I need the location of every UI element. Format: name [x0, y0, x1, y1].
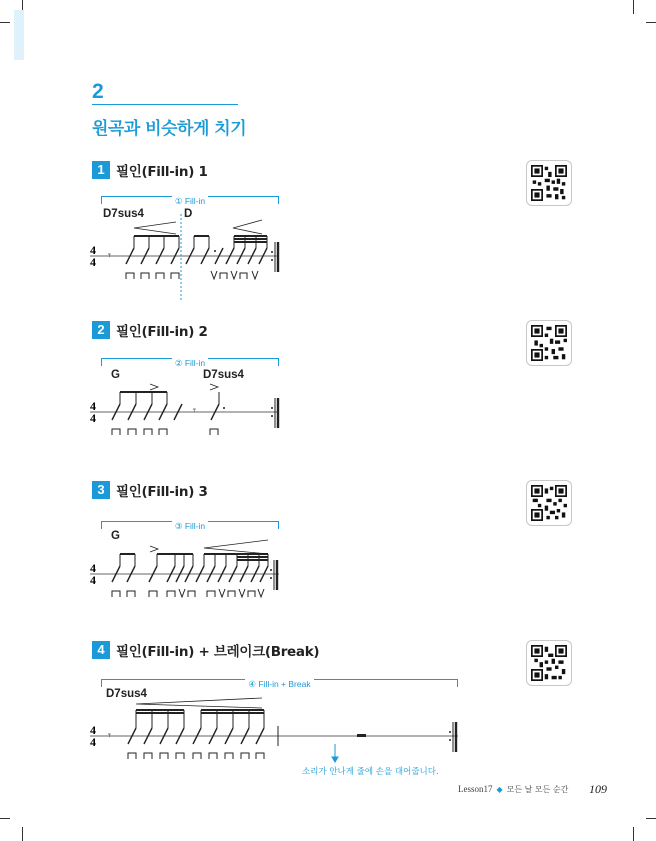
page-number: 109 [589, 782, 607, 796]
exercise-number-badge: 2 [92, 321, 110, 339]
footer-lesson: Lesson17 [458, 784, 493, 794]
crop-mark [22, 827, 23, 841]
chapter-tab [14, 10, 24, 60]
chord-symbol: D7sus4 [203, 369, 244, 381]
rhythm-staff [0, 160, 656, 320]
eighth-rest: 𝄾 [108, 249, 111, 262]
bracket-label: ② Fill-in [172, 358, 208, 368]
chord-symbol: D [184, 208, 193, 220]
time-signature-bottom: 4 [90, 735, 96, 749]
time-signature-bottom: 4 [90, 573, 96, 587]
section-number: 2 [92, 80, 104, 103]
rhythm-staff [0, 320, 656, 450]
time-signature-bottom: 4 [90, 255, 96, 269]
arrow-down-icon [332, 744, 338, 762]
chord-symbol: D7sus4 [106, 688, 147, 700]
bracket-label: ④ Fill-in + Break [245, 679, 313, 689]
mute-instruction: 소리가 안나게 줄에 손을 대어줍니다. [302, 767, 439, 777]
page-footer [458, 784, 568, 795]
time-signature-top: 4 [90, 399, 96, 413]
exercise-title: 필인(Fill-in) 3 [116, 484, 208, 500]
exercise-number-badge: 3 [92, 481, 110, 499]
section-title: 원곡과 비슷하게 치기 [92, 119, 247, 139]
crop-mark [633, 0, 634, 14]
section-rule [92, 104, 238, 105]
crop-mark [646, 22, 656, 23]
time-signature-top: 4 [90, 561, 96, 575]
chord-symbol: G [111, 369, 120, 381]
time-signature-top: 4 [90, 723, 96, 737]
crop-mark [0, 22, 10, 23]
eighth-rest: 𝄾 [108, 729, 111, 742]
eighth-rest: 𝄾 [193, 404, 196, 417]
footer-song-title: 모든 날 모든 순간 [506, 785, 569, 794]
rhythm-staff [0, 640, 656, 780]
exercise-number-badge: 4 [92, 641, 110, 659]
exercise-number-badge: 1 [92, 161, 110, 179]
crop-mark [0, 818, 10, 819]
chord-symbol: G [111, 530, 120, 542]
diamond-icon: ◆ [496, 785, 503, 794]
crop-mark [633, 827, 634, 841]
crop-mark [646, 818, 656, 819]
bracket-label: ③ Fill-in [172, 521, 208, 531]
time-signature-bottom: 4 [90, 411, 96, 425]
exercise-title: 필인(Fill-in) 2 [116, 324, 208, 340]
chord-symbol: D7sus4 [103, 208, 144, 220]
time-signature-top: 4 [90, 243, 96, 257]
bracket-label: ① Fill-in [172, 196, 208, 206]
exercise-title: 필인(Fill-in) 1 [116, 164, 208, 180]
rhythm-staff [0, 480, 656, 610]
exercise-title: 필인(Fill-in) + 브레이크(Break) [116, 644, 320, 660]
